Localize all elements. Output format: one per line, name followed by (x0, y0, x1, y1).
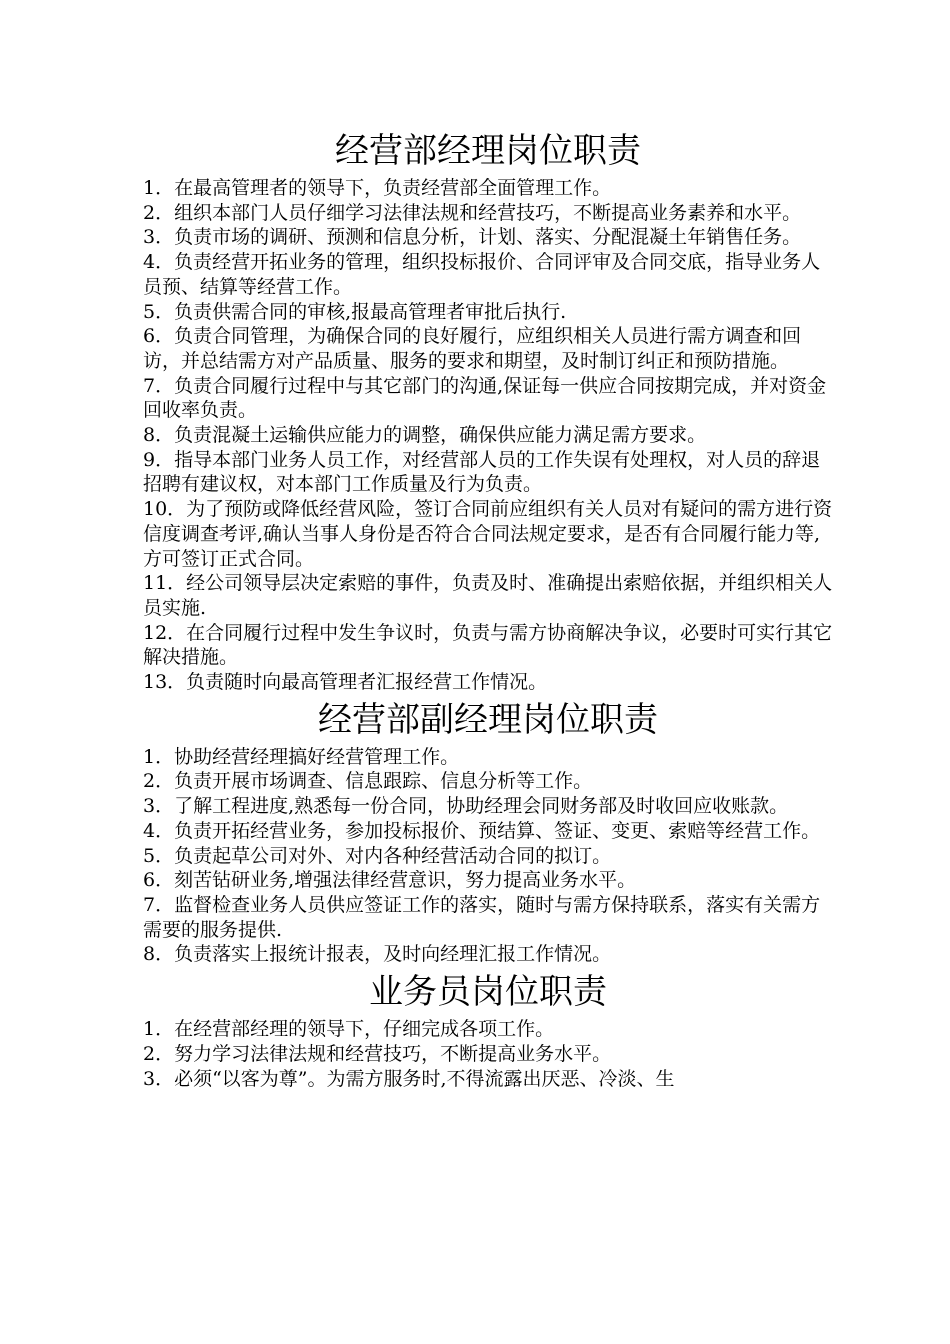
list-item: 1．在最高管理者的领导下，负责经营部全面管理工作。 (143, 177, 612, 199)
section-title: 经营部经理岗位职责 (335, 131, 641, 171)
list-item: 9．指导本部门业务人员工作，对经营部人员的工作失误有处理权，对人员的辞退招聘有建议权，对本部门工作质量及行为负责。 (143, 448, 821, 496)
section-manager (143, 126, 833, 695)
section-deputy-manager (143, 695, 833, 967)
list-item: 4．负责开拓经营业务，参加投标报价、预结算、签证、变更、索赔等经营工作。 (143, 819, 821, 842)
list-item: 6．负责合同管理，为确保合同的良好履行，应组织相关人员进行需方调查和回访，并总结需方对产品质量、服务的要求和期望，及时制订纠正和预防措施。 (143, 325, 802, 372)
section-title: 经营部副经理岗位职责 (318, 699, 658, 740)
section-salesperson (143, 967, 833, 1091)
document-page (143, 126, 833, 1091)
list-item: 2．负责开展市场调查、信息跟踪、信息分析等工作。 (143, 770, 593, 793)
list-item: 10．为了预防或降低经营风险，签订合同前应组织有关人员对有疑问的需方进行资信度调查考评,确认当事人身份是否符合合同法规定要求，是否有合同履行能力等,方可签订正式合同。 (143, 498, 833, 570)
list-item: 8．负责落实上报统计报表，及时向经理汇报工作情况。 (143, 943, 612, 966)
list-item: 7．监督检查业务人员供应签证工作的落实，随时与需方保持联系，落实有关需方需要的服务提供. (143, 893, 821, 941)
list-item: 5．负责起草公司对外、对内各种经营活动合同的拟订。 (143, 844, 612, 867)
list-item: 6．刻苦钻研业务,增强法律经营意识，努力提高业务水平。 (143, 869, 637, 892)
list-item: 3．必须“以客为尊”。为需方服务时,不得流露出厌恶、冷淡、生 (143, 1067, 675, 1090)
list-item: 2．努力学习法律法规和经营技巧，不断提高业务水平。 (143, 1042, 612, 1065)
list-item: 11．经公司领导层决定索赔的事件，负责及时、准确提出索赔依据，并组织相关人员实施. (143, 572, 833, 619)
list-item: 13．负责随时向最高管理者汇报经营工作情况。 (143, 671, 548, 694)
list-item: 4．负责经营开拓业务的管理，组织投标报价、合同评审及合同交底，指导业务人员预、结算等经营工作。 (143, 251, 821, 298)
list-item: 3．负责市场的调研、预测和信息分析，计划、落实、分配混凝土年销售任务。 (143, 226, 802, 249)
list-item: 3．了解工程进度,熟悉每一份合同，协助经理会同财务部及时收回应收账款。 (143, 795, 789, 818)
list-item: 12．在合同履行过程中发生争议时，负责与需方协商解决争议，必要时可实行其它解决措施。 (143, 621, 833, 669)
list-item: 1．协助经营经理搞好经营管理工作。 (143, 745, 460, 768)
list-item: 8．负责混凝土运输供应能力的调整，确保供应能力满足需方要求。 (143, 424, 707, 447)
list-item: 7．负责合同履行过程中与其它部门的沟通,保证每一供应合同按期完成，并对资金回收率负责。 (143, 374, 827, 422)
list-item: 2．组织本部门人员仔细学习法律法规和经营技巧，不断提高业务素养和水平。 (143, 201, 802, 224)
section-title: 业务员岗位职责 (369, 972, 607, 1013)
list-item: 1．在经营部经理的领导下，仔细完成各项工作。 (143, 1018, 555, 1041)
list-item: 5．负责供需合同的审核,报最高管理者审批后执行. (143, 300, 567, 323)
